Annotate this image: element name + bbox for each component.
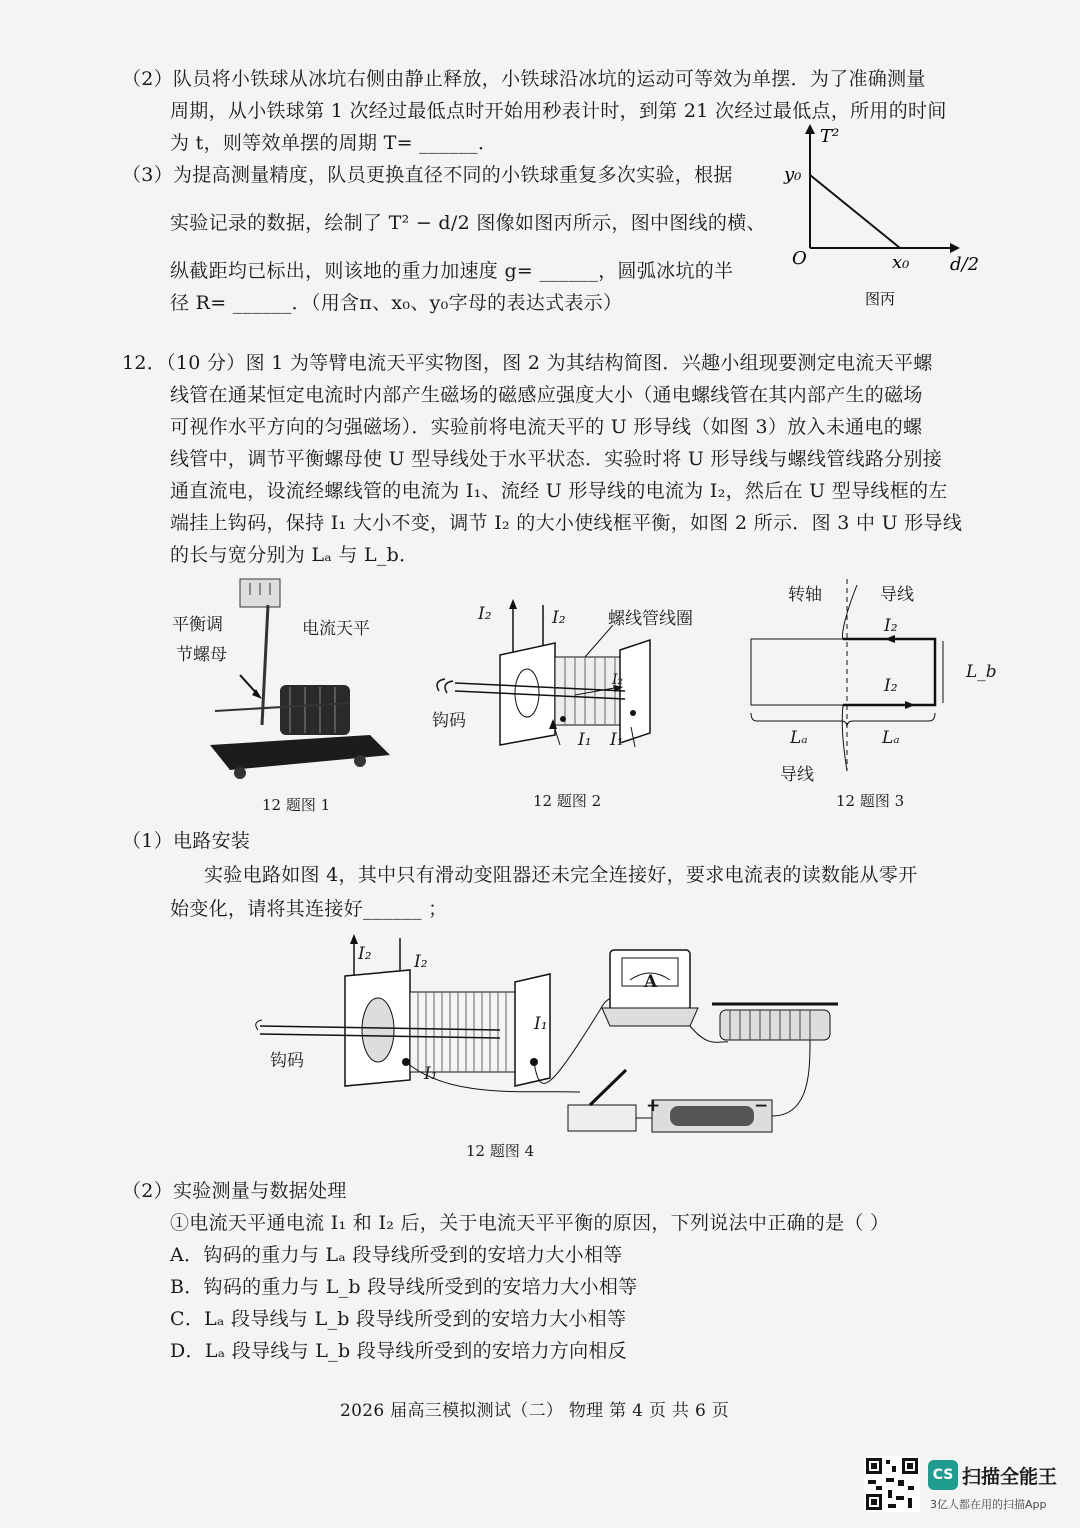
fig3-la-left: Lₐ: [790, 728, 808, 748]
fig2-coil-label: 螺线管线圈: [608, 609, 693, 629]
q12-s2-title: （2）实验测量与数据处理: [122, 1180, 347, 1202]
graph-y0-label: y₀: [784, 164, 802, 185]
fig4-i1-bottom: I₁: [424, 1064, 438, 1084]
q12-line4: 线管中，调节平衡螺母使 U 型导线处于水平状态．实验时将 U 形导线与螺线管线路分别接: [170, 448, 943, 470]
fig4-i2-right: I₂: [414, 952, 428, 972]
fig1-label-balance-nut-1: 平衡调: [172, 615, 223, 635]
fig2-i1-left: I₁: [578, 730, 592, 750]
fig3-i2-bottom: I₂: [884, 676, 898, 696]
fig4-plus: +: [646, 1096, 661, 1116]
graph-x-axis-label: d/2: [950, 254, 980, 275]
fig4-ammeter-label: A: [644, 972, 658, 992]
fig4-i2-left: I₂: [358, 944, 372, 964]
fig1-current-balance: [170, 575, 410, 785]
fig3-i2-top: I₂: [884, 616, 898, 636]
fig4-minus: −: [754, 1096, 769, 1116]
fig3-caption: 12 题图 3: [836, 792, 905, 810]
q11-p3-line3: 纵截距均已标出，则该地的重力加速度 g= ______，圆弧冰坑的半: [170, 260, 734, 282]
fig2-caption: 12 题图 2: [533, 792, 602, 810]
fig3-wire-label-bottom: 导线: [780, 765, 814, 785]
fig3-la-right: Lₐ: [882, 728, 900, 748]
q12-option-a: A．钩码的重力与 Lₐ 段导线所受到的安培力大小相等: [170, 1244, 623, 1266]
q12-option-d: D．Lₐ 段导线与 L_b 段导线所受到的安培力方向相反: [170, 1340, 627, 1362]
q11-p2-line1: （2）队员将小铁球从冰坑右侧由静止释放，小铁球沿冰坑的运动可等效为单摆．为了准确测量: [122, 68, 926, 90]
fig2-weight-label: 钩码: [432, 711, 466, 731]
q11-p3-line1: （3）为提高测量精度，队员更换直径不同的小铁球重复多次实验，根据: [122, 164, 733, 186]
fig3-lb-label: L_b: [966, 662, 997, 682]
fig1-caption: 12 题图 1: [262, 796, 331, 814]
camscanner-subtitle: 3亿人都在用的扫描App: [930, 1498, 1047, 1511]
q12-line6: 端挂上钩码，保持 I₁ 大小不变，调节 I₂ 的大小使线框平衡，如图 2 所示．图 3 中 U 形导线: [170, 512, 963, 534]
q12-s1-title: （1）电路安装: [122, 830, 251, 852]
qr-code: [864, 1456, 920, 1512]
q11-p2-line2: 周期，从小铁球第 1 次经过最低点时开始用秒表计时，到第 21 次经过最低点，所用的时间: [170, 100, 947, 122]
q12-line1: 12．（10 分）图 1 为等臂电流天平实物图，图 2 为其结构简图．兴趣小组现要测定电流天平螺: [122, 352, 933, 374]
fig2-i1-right: I₁: [610, 730, 624, 750]
q11-p3-line4: 径 R= ______．（用含π、x₀、y₀字母的表达式表示）: [170, 292, 623, 314]
q12-line2: 线管在通某恒定电流时内部产生磁场的磁感应强度大小（通电螺线管在其内部产生的磁场: [170, 384, 923, 406]
page-footer: 2026 届高三模拟测试（二） 物理 第 4 页 共 6 页: [340, 1401, 730, 1421]
graph-caption: 图丙: [865, 290, 896, 308]
q12-s2-question: ①电流天平通电流 I₁ 和 I₂ 后，关于电流天平平衡的原因，下列说法中正确的是（ ）: [170, 1212, 890, 1234]
q12-s1-line2: 始变化，请将其连接好______ ；: [170, 898, 448, 920]
q11-p3-line2: 实验记录的数据，绘制了 T² − d/2 图像如图丙所示，图中图线的横、: [170, 212, 766, 234]
fig3-wire-label: 导线: [880, 585, 914, 605]
graph-x0-label: x₀: [892, 252, 910, 273]
fig2-i2-right: I₂: [552, 608, 566, 628]
camscanner-name: 扫描全能王: [962, 1466, 1058, 1488]
q12-line3: 可视作水平方向的匀强磁场）．实验前将电流天平的 U 形导线（如图 3）放入未通电的螺: [170, 416, 923, 438]
q12-option-c: C．Lₐ 段导线与 L_b 段导线所受到的安培力大小相等: [170, 1308, 627, 1330]
q12-line7: 的长与宽分别为 Lₐ 与 L_b．: [170, 544, 419, 566]
fig4-weight-label: 钩码: [270, 1051, 304, 1071]
graph-y-axis-label: T²: [820, 126, 840, 147]
fig2-i2-inner: I₂: [612, 672, 624, 688]
fig4-caption: 12 题图 4: [466, 1142, 535, 1160]
q11-p2-line3: 为 t，则等效单摆的周期 T= ______．: [170, 132, 498, 154]
fig2-i2-left: I₂: [478, 604, 492, 624]
q12-option-b: B．钩码的重力与 L_b 段导线所受到的安培力大小相等: [170, 1276, 638, 1298]
graph-origin-label: O: [792, 248, 807, 269]
fig1-label-current-balance: 电流天平: [302, 619, 370, 639]
q12-s1-line1: 实验电路如图 4，其中只有滑动变阻器还未完全连接好，要求电流表的读数能从零开: [204, 864, 918, 886]
q12-line5: 通直流电，设流经螺线管的电流为 I₁、流经 U 形导线的电流为 I₂，然后在 U 型导线框的左: [170, 480, 948, 502]
camscanner-badge: CS: [928, 1460, 958, 1490]
fig4-i1-coil: I₁: [534, 1014, 548, 1034]
fig3-axis-label: 转轴: [788, 585, 822, 605]
graph-bing: [780, 120, 980, 320]
fig1-label-balance-nut-2: 节螺母: [176, 645, 227, 665]
